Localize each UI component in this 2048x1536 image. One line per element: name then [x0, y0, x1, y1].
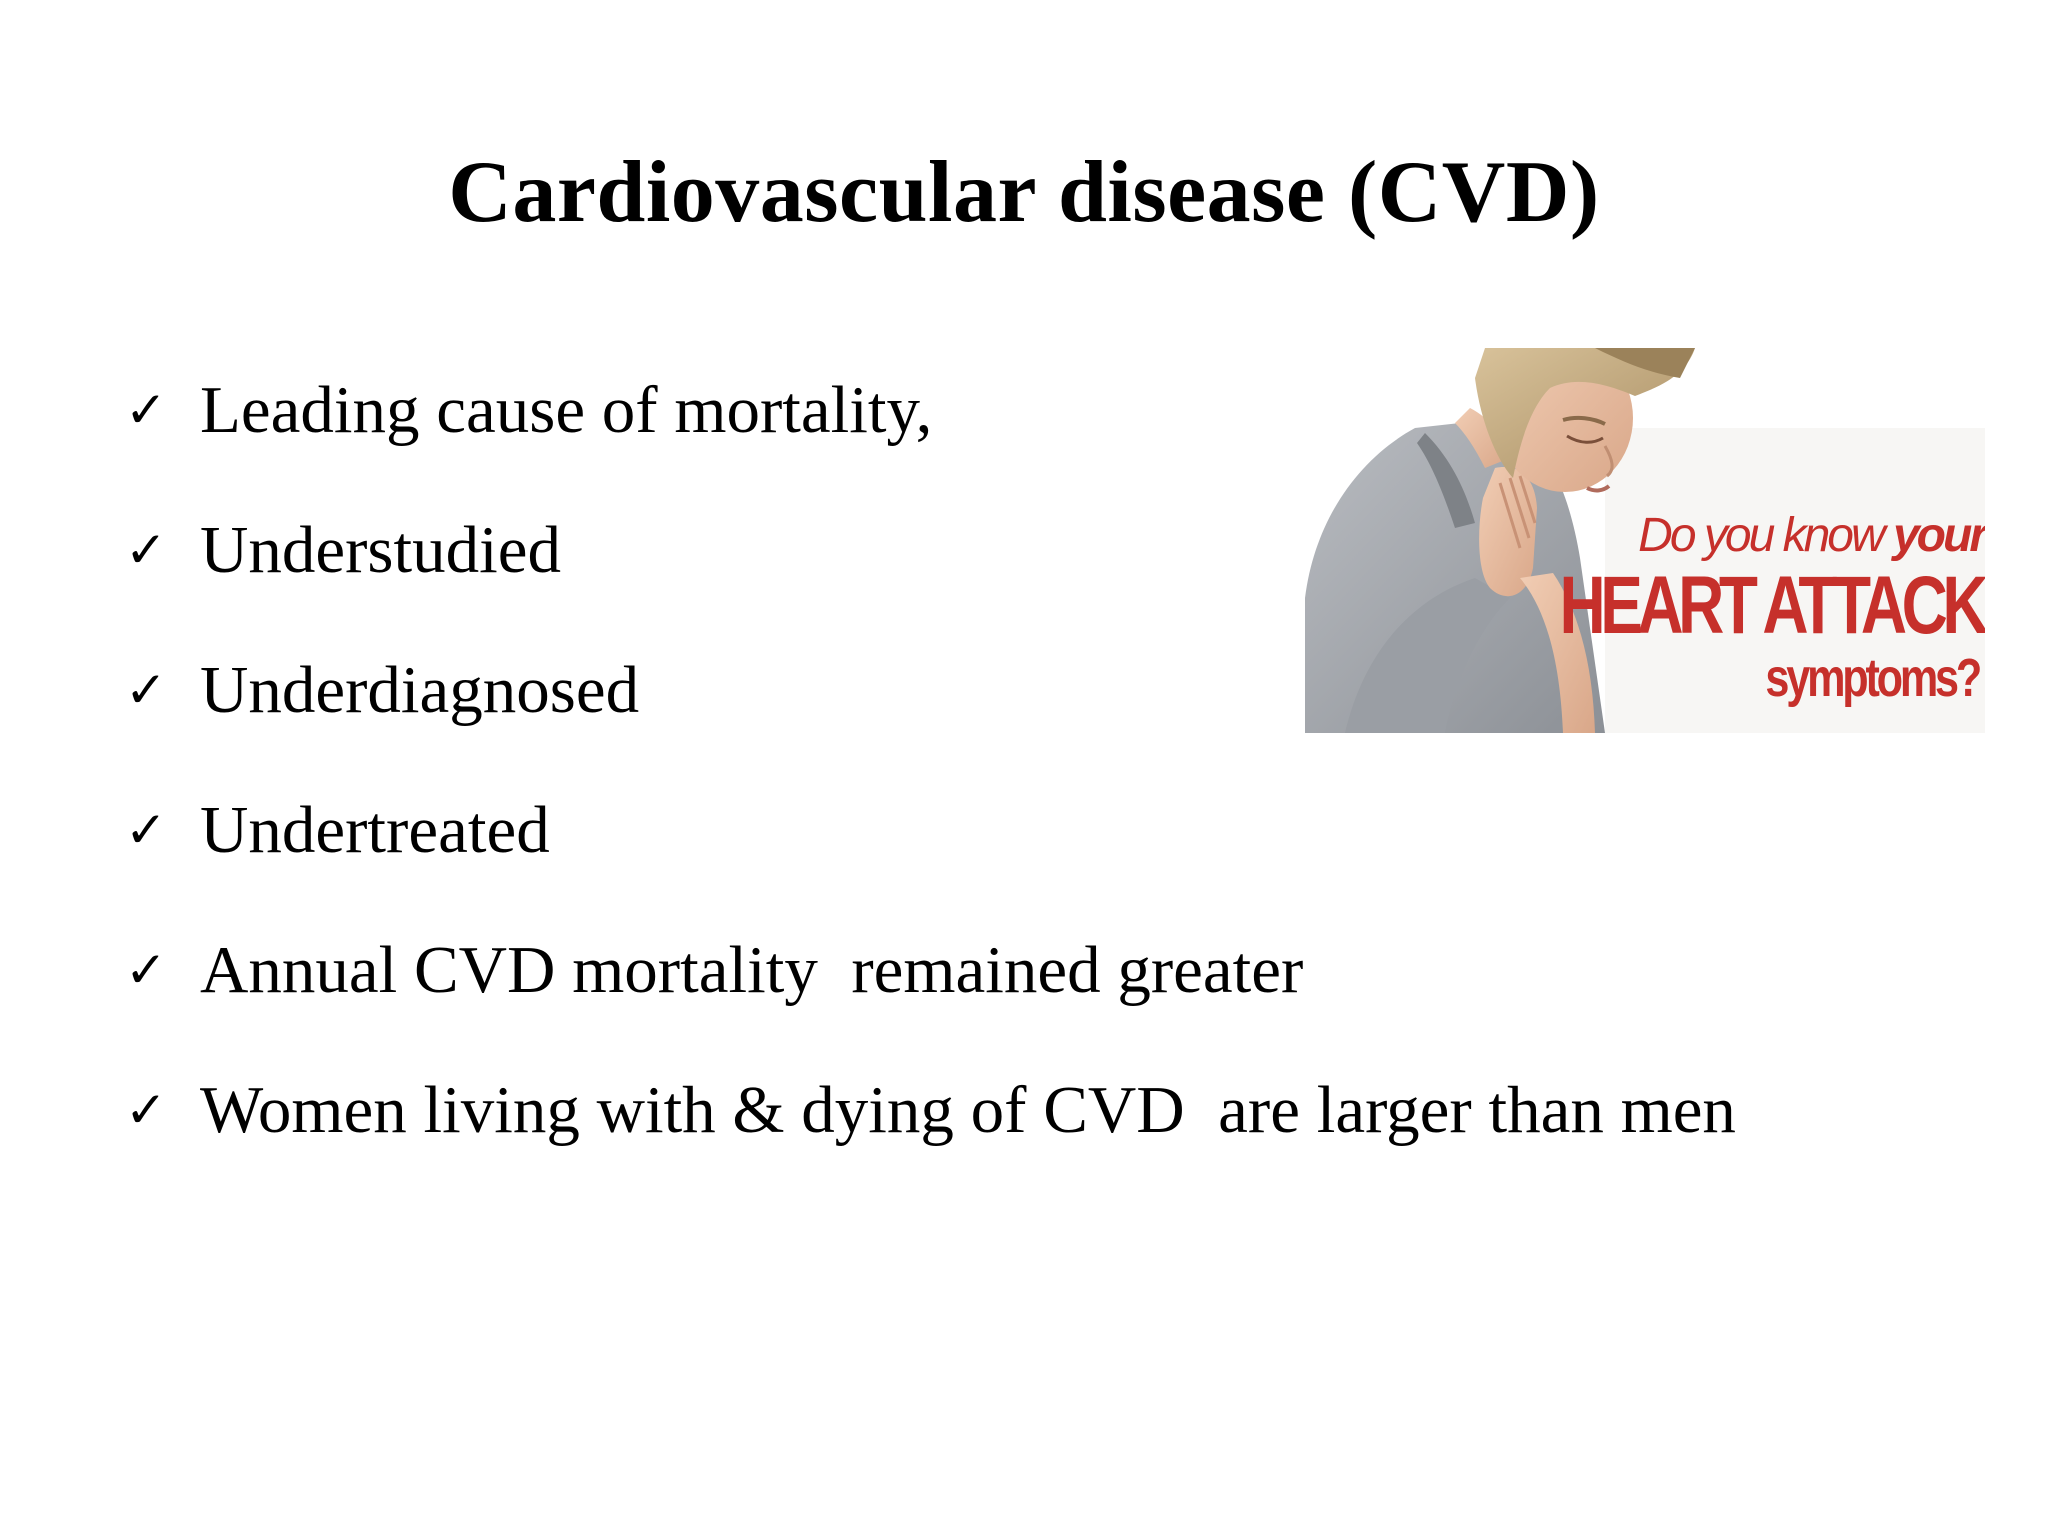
promo-headline-main: HEART ATTACK [1559, 560, 1983, 651]
bullet-text: Understudied [200, 513, 561, 587]
bullet-text: Leading cause of mortality, [200, 373, 933, 447]
bullet-text: Annual CVD mortality remained greater [200, 933, 1304, 1007]
promo-headline-sub: symptoms? [1765, 648, 1979, 708]
heart-attack-illustration [1305, 348, 1985, 733]
bullet-text: Women living with & dying of CVD are larger than men [200, 1073, 1736, 1147]
bullet-text: Underdiagnosed [200, 653, 640, 727]
promo-headline-question [1638, 508, 1985, 564]
checkmark-icon: ✓ [125, 521, 167, 579]
promo-question-part: Do you know [1638, 509, 1893, 562]
checkmark-icon: ✓ [125, 801, 167, 859]
bullet-text: Undertreated [200, 793, 550, 867]
promo-question-emphasis: your [1892, 509, 1985, 562]
checkmark-icon: ✓ [125, 941, 167, 999]
checkmark-icon: ✓ [125, 381, 167, 439]
bullet-item [125, 900, 1736, 1040]
checkmark-icon: ✓ [125, 661, 167, 719]
checkmark-icon: ✓ [125, 1081, 167, 1139]
bullet-item [125, 1040, 1736, 1180]
slide-title: Cardiovascular disease (CVD) [448, 144, 1600, 241]
bullet-item [125, 760, 1736, 900]
